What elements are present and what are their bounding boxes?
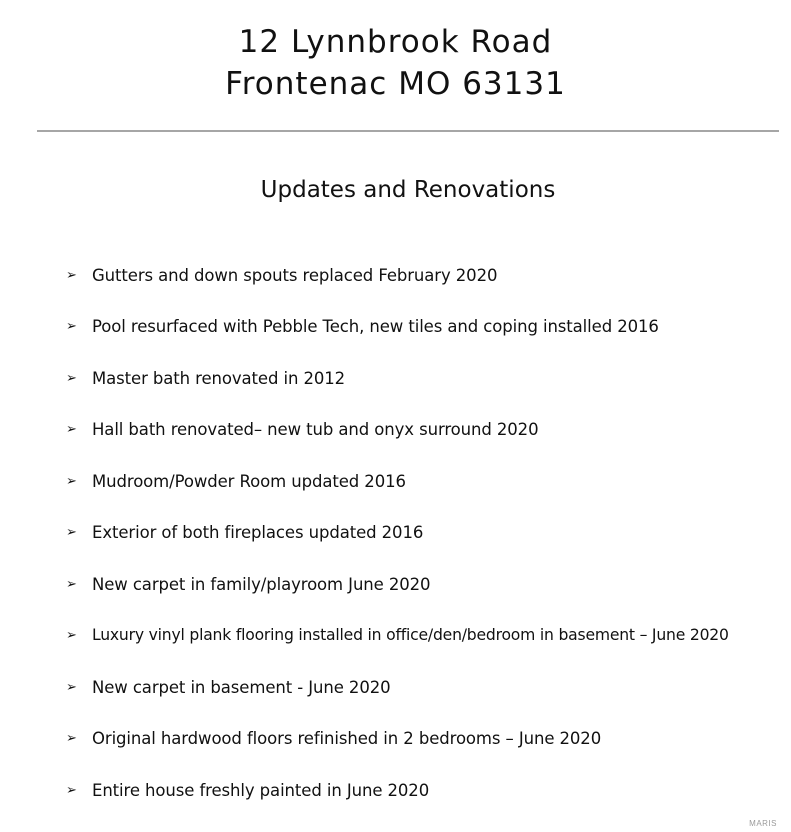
list-item xyxy=(66,623,729,647)
list-item-text: Entire house freshly painted in June 2020 xyxy=(92,780,430,800)
maris-watermark: MARIS xyxy=(749,819,777,828)
arrow-bullet-icon: ➢ xyxy=(66,576,77,592)
list-item xyxy=(66,572,430,596)
list-item xyxy=(66,675,391,699)
arrow-bullet-icon: ➢ xyxy=(66,730,77,746)
list-item xyxy=(66,366,345,390)
list-item xyxy=(66,417,538,441)
arrow-bullet-icon: ➢ xyxy=(66,267,77,283)
list-item-text: New carpet in family/playroom June 2020 xyxy=(92,574,431,594)
address-line-2: Frontenac MO 63131 xyxy=(225,66,566,102)
arrow-bullet-icon: ➢ xyxy=(66,421,77,437)
address-line-1: 12 Lynnbrook Road xyxy=(238,24,553,60)
list-item-text: Original hardwood floors refinished in 2 bedrooms – June 2020 xyxy=(92,728,602,748)
list-item-text: Pool resurfaced with Pebble Tech, new tiles and coping installed 2016 xyxy=(92,316,659,336)
list-item xyxy=(66,263,497,287)
list-item xyxy=(66,520,423,544)
arrow-bullet-icon: ➢ xyxy=(66,679,77,695)
list-item-text: New carpet in basement - June 2020 xyxy=(92,677,391,697)
list-item-text: Gutters and down spouts replaced February 2020 xyxy=(92,265,498,285)
list-item xyxy=(66,778,429,802)
arrow-bullet-icon: ➢ xyxy=(66,473,77,489)
list-item xyxy=(66,314,659,338)
list-item-text: Exterior of both fireplaces updated 2016 xyxy=(92,522,424,542)
list-item xyxy=(66,726,601,750)
divider-line xyxy=(37,130,779,132)
list-item-text: Luxury vinyl plank flooring installed in office/den/bedroom in basement – June 2020 xyxy=(92,626,729,644)
arrow-bullet-icon: ➢ xyxy=(66,627,77,643)
list-item-text: Master bath renovated in 2012 xyxy=(92,368,346,388)
arrow-bullet-icon: ➢ xyxy=(66,370,77,386)
section-title: Updates and Renovations xyxy=(260,177,556,203)
arrow-bullet-icon: ➢ xyxy=(66,524,77,540)
arrow-bullet-icon: ➢ xyxy=(66,782,77,798)
list-item-text: Mudroom/Powder Room updated 2016 xyxy=(92,471,406,491)
arrow-bullet-icon: ➢ xyxy=(66,318,77,334)
list-item-text: Hall bath renovated– new tub and onyx surround 2020 xyxy=(92,419,539,439)
list-item xyxy=(66,469,406,493)
